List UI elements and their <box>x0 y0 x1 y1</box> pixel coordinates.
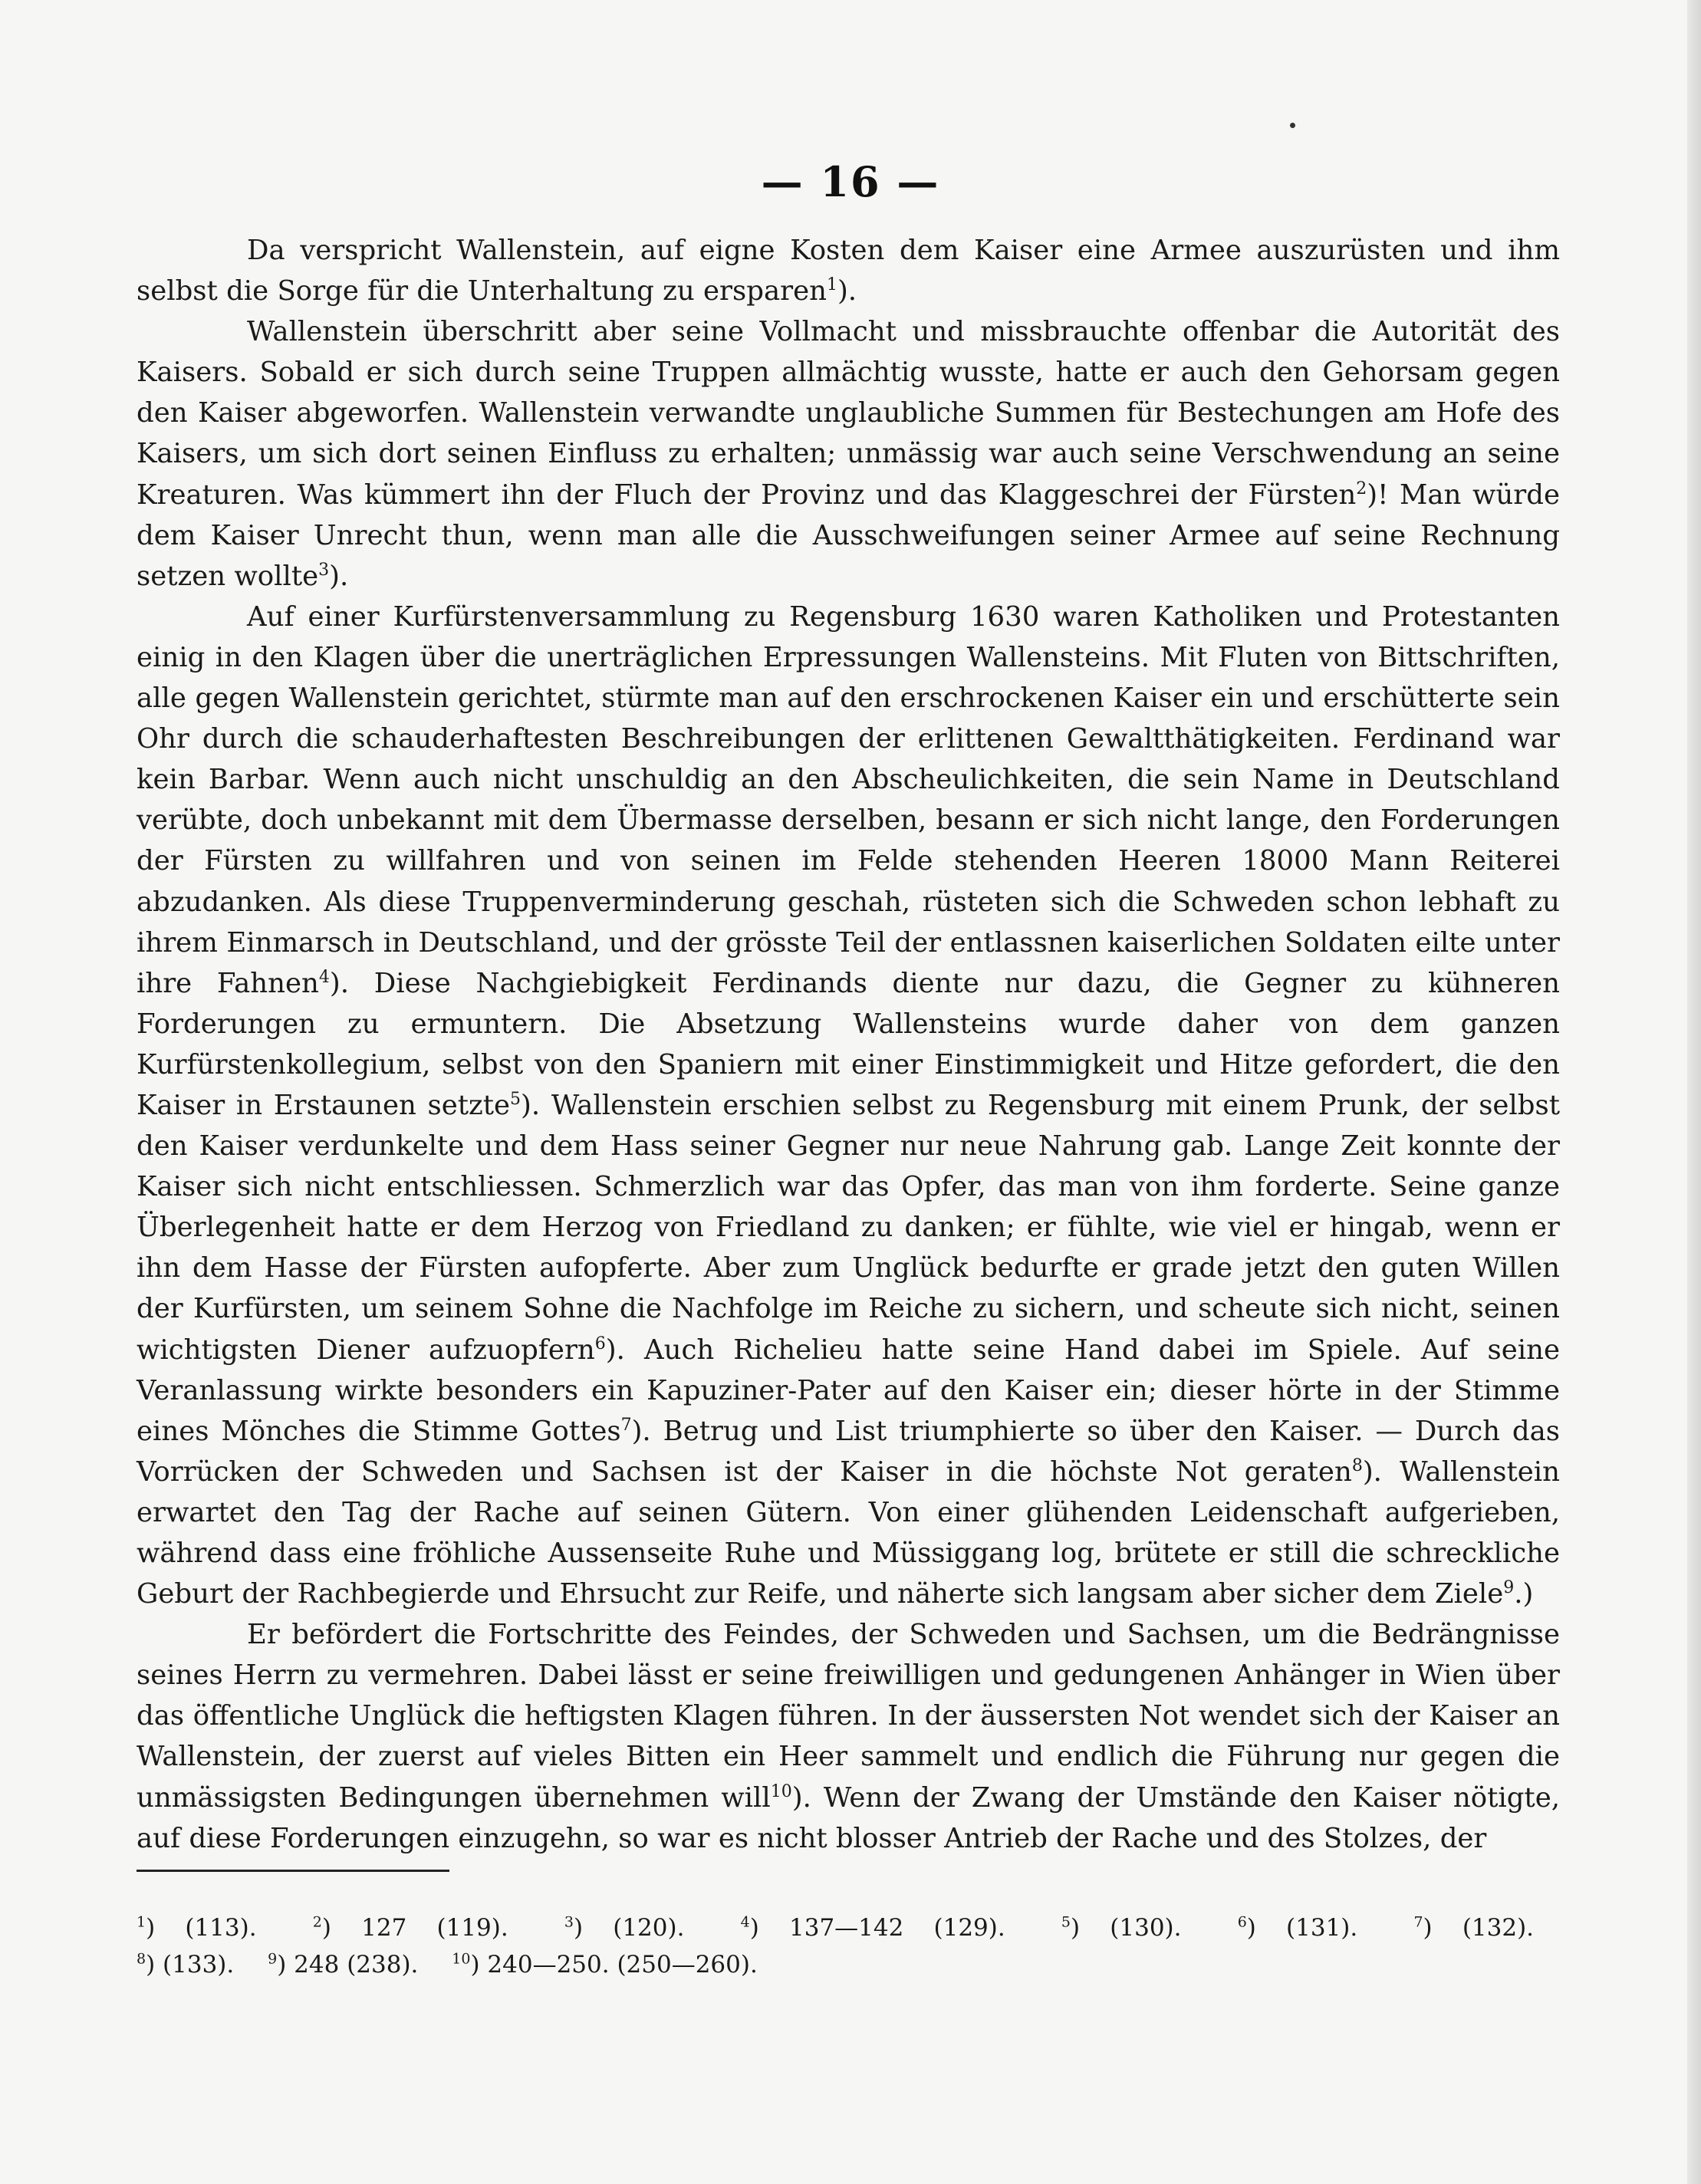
footnote-number: 8 <box>137 1950 146 1968</box>
footnote-text: ) 248 (238). <box>277 1951 419 1978</box>
footnote-marker[interactable]: 6 <box>594 1334 606 1353</box>
footnote-number: 5 <box>1061 1913 1071 1931</box>
footnote-entry <box>564 1914 685 1942</box>
footnote-text: ) 127 (119). <box>321 1914 508 1942</box>
footnote-marker[interactable]: 8 <box>1351 1455 1363 1475</box>
page-number: — 16 — <box>761 157 940 206</box>
footnote-marker[interactable]: 10 <box>770 1781 792 1801</box>
text-run: ). Wallenstein erwartet den Tag der Rache auf seinen Gütern. Von einer glühenden Leidenschaft aufgerieben, während dass eine fröhliche Aussenseite Ruhe und Müssiggang log, brütete er still die schreckliche Geburt der Rachbegierde und Ehrsucht zur Reife, und näherte sich langsam aber sicher dem Ziele <box>137 1455 1560 1610</box>
footnote-marker[interactable]: 7 <box>620 1415 632 1435</box>
text-run: ). Auch Richelieu hatte seine Hand dabei im Spiele. Auf seine Veranlassung wirkte besonders ein Kapuziner-Pater auf den Kaiser ein; dieser hörte in der Stimme eines Mönches die Stimme Gottes <box>137 1334 1560 1447</box>
page-edge-shadow <box>1687 0 1701 2184</box>
text-run: Wallenstein überschritt aber seine Vollmacht und missbrauchte offenbar die Autorität des Kaisers. Sobald er sich durch seine Truppen allmächtig wusste, hatte er auch den Gehorsam gegen den Kaiser abgeworfen. Wallenstein verwandte unglaubliche Summen für Bestechungen am Hofe des Kaisers, um sich dort seinen Einfluss zu erhalten; unmässig war auch seine Verschwendung an seine Kreaturen. Was kümmert ihn der Fluch der Provinz und das Klaggeschrei der Fürsten <box>137 316 1560 511</box>
text-run: ). Wallenstein erschien selbst zu Regensburg mit einem Prunk, der selbst den Kaiser verdunkelte und dem Hass seiner Gegner nur neue Nahrung gab. Lange Zeit konnte der Kaiser sich nicht entschliessen. Schmerzlich war das Opfer, das man von ihm forderte. Seine ganze Überlegenheit hatte er dem Herzog von Friedland zu danken; er fühlte, wie viel er hingab, wenn er ihn dem Hasse der Fürsten aufopferte. Aber zum Unglück bedurfte er grade jetzt den guten Willen der Kurfürsten, um seinem Sohne die Nachfolge im Reiche zu sichern, und scheute sich nicht, seinen wichtigsten Diener aufzuopfern <box>137 1089 1560 1366</box>
text-run: ). <box>329 560 349 592</box>
footnote-number: 10 <box>452 1950 471 1968</box>
text-run: ). Diese Nachgiebigkeit Ferdinands diente nur dazu, die Gegner zu kühneren Forderungen zu ermuntern. Die Absetzung Wallensteins wurde daher von dem ganzen Kurfürstenkollegium, selbst von den Spaniern mit einer Einstimmigkeit und Hitze gefordert, die den Kaiser in Erstaunen setzte <box>137 967 1561 1121</box>
footnote-text: ) (130). <box>1071 1914 1182 1942</box>
text-run: )! Man würde dem Kaiser Unrecht thun, wenn man alle die Ausschweifungen seiner Armee auf seine Rechnung setzen wollte <box>137 479 1560 592</box>
footnote-line <box>137 1946 1560 1983</box>
footnote-marker[interactable]: 2 <box>1356 479 1367 498</box>
footnote-number: 9 <box>268 1950 278 1968</box>
footnote-text: ) (132). <box>1423 1914 1535 1942</box>
main-text <box>137 230 1560 1859</box>
footnote-number: 4 <box>740 1913 750 1931</box>
paragraph <box>137 597 1560 1614</box>
footnote-number: 1 <box>137 1913 146 1931</box>
text-run: ). Betrug und List triumphierte so über den Kaiser. — Durch das Vorrücken der Schweden und Sachsen ist der Kaiser in die höchste Not geraten <box>137 1415 1560 1488</box>
paragraph <box>137 1614 1560 1859</box>
footnote-separator <box>137 1870 449 1872</box>
footnote-text: ) (113). <box>146 1914 257 1942</box>
text-run: Auf einer Kurfürstenversammlung zu Regensburg 1630 waren Katholiken und Protestanten einig in den Klagen über die unerträglichen Erpressungen Wallensteins. Mit Fluten von Bittschriften, alle gegen Wallenstein gerichtet, stürmte man auf den erschrockenen Kaiser ein und erschütterte sein Ohr durch die schauderhaftesten Beschreibungen der erlittenen Gewaltthätigkeiten. Ferdinand war kein Barbar. Wenn auch nicht unschuldig an den Abscheulichkeiten, die sein Name in Deutschland verübte, doch unbekannt mit dem Übermasse derselben, besann er sich nicht lange, den Forderungen der Fürsten zu willfahren und von seinen im Felde stehenden Heeren 18000 Mann Reiterei abzudanken. Als diese Truppenverminderung geschah, rüsteten sich die Schweden schon lebhaft zu ihrem Einmarsch in Deutschland, und der grösste Teil der entlassnen kaiserlichen Soldaten eilte unter ihre Fahnen <box>137 600 1560 999</box>
footnote-entry <box>452 1951 758 1978</box>
footnotes <box>137 1909 1560 1983</box>
footnote-text: ) 240—250. (250—260). <box>470 1951 758 1978</box>
footnote-number: 7 <box>1413 1913 1423 1931</box>
footnote-text: ) 137—142 (129). <box>749 1914 1005 1942</box>
text-run: .) <box>1514 1578 1534 1610</box>
footnote-marker[interactable]: 9 <box>1503 1578 1515 1598</box>
footnote-entry <box>137 1951 234 1978</box>
text-run: Da verspricht Wallenstein, auf eigne Kosten dem Kaiser eine Armee auszurüsten und ihm selbst die Sorge für die Unterhaltung zu ersparen <box>137 235 1560 308</box>
footnote-entry <box>1061 1914 1182 1942</box>
footnote-line <box>137 1909 1560 1946</box>
footnote-entry <box>268 1951 418 1978</box>
footnote-entry <box>137 1914 257 1942</box>
footnote-number: 6 <box>1237 1913 1247 1931</box>
footnote-entry <box>741 1914 1005 1942</box>
footnote-entry <box>1238 1914 1358 1942</box>
footnote-text: ) (120). <box>573 1914 685 1942</box>
footnote-text: ) (133). <box>146 1951 235 1978</box>
footnote-marker[interactable]: 5 <box>510 1090 521 1110</box>
text-run: ). <box>837 275 857 308</box>
ink-speck <box>1290 123 1295 128</box>
footnote-marker[interactable]: 4 <box>318 967 330 987</box>
paragraph <box>137 230 1560 311</box>
text-run: Er befördert die Fortschritte des Feindes, der Schweden und Sachsen, um die Bedrängnisse seines Herrn zu vermehren. Dabei lässt er seine freiwilligen und gedungenen Anhänger in Wien über das öffentliche Unglück die heftigsten Klagen führen. In der äussersten Not wendet sich der Kaiser an Wallenstein, der zuerst auf vieles Bitten ein Heer sammelt und endlich die Führung nur gegen die unmässigsten Bedingungen übernehmen will <box>137 1619 1560 1814</box>
footnote-entry <box>313 1914 508 1942</box>
paragraph <box>137 311 1560 597</box>
footnote-marker[interactable]: 3 <box>318 560 330 580</box>
footnote-text: ) (131). <box>1246 1914 1358 1942</box>
footnote-entry <box>1413 1914 1534 1942</box>
footnote-number: 3 <box>564 1913 574 1931</box>
footnote-marker[interactable]: 1 <box>826 275 837 295</box>
text-run: ). Wenn der Zwang der Umstände den Kaiser nötigte, auf diese Forderungen einzugehn, so war es nicht blosser Antrieb der Rache und des Stolzes, der <box>137 1781 1560 1854</box>
footnote-number: 2 <box>312 1913 322 1931</box>
